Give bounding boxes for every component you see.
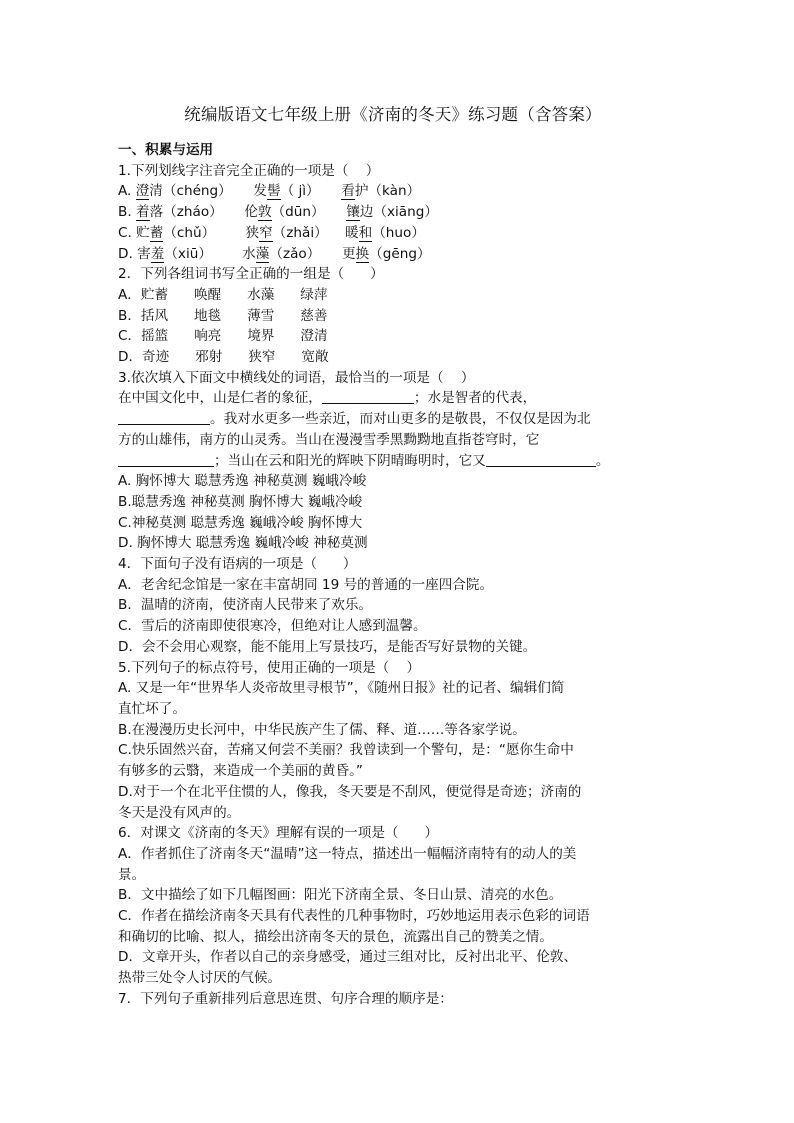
- question-2-option-a: A．贮蓄 唤醒 水藻 绿萍: [118, 286, 328, 303]
- section-heading: 一、积累与运用: [118, 142, 214, 158]
- question-5-option-b: B.在漫漫历史长河中，中华民族产生了儒、释、道……等各家学说。: [118, 721, 526, 738]
- question-5-option-d-cont: 冬天是没有风声的。: [118, 804, 241, 821]
- underlined-char: 着: [135, 204, 150, 221]
- question-5-option-a-cont: 直忙坏了。: [118, 700, 186, 717]
- question-3-stem: 3.依次填入下面文中横线处的词语，最恰当的一项是（ ）: [118, 369, 475, 386]
- fill-blank: [118, 410, 210, 425]
- underlined-char: 窄: [259, 224, 273, 241]
- question-1-option-c: C. 贮蓄（chǔ） 狭窄（zhǎi） 暖和（huo）: [118, 224, 425, 241]
- question-5-option-d: D.对于一个在北平住惯的人，像我，冬天要是不刮风，便觉得是奇迹；济南的: [118, 783, 582, 800]
- question-3-passage-line: 方的山雄伟，南方的山灵秀。当山在漫漫雪季黑黝黝地直指苍穹时，它: [118, 431, 540, 448]
- fill-blank: [486, 452, 596, 467]
- question-2-option-d: D．奇迹 邪射 狭窄 宽敞: [118, 349, 329, 366]
- question-1-option-b: B. 着落（zháo） 伦敦（dūn） 镶边（xiāng）: [118, 204, 438, 221]
- underlined-char: 藻: [255, 245, 270, 262]
- question-5-option-c-cont: 有够多的云翳，来造成一个美丽的黄昏。”: [118, 763, 363, 780]
- question-3-option-a: A. 胸怀博大 聪慧秀逸 神秘莫测 巍峨冷峻: [118, 473, 367, 490]
- question-2-stem: 2．下列各组词书写全正确的一组是（ ）: [118, 266, 384, 283]
- question-1-option-a: A. 澄清（chéng） 发髻（ jì） 看护（kàn）: [118, 183, 421, 200]
- question-6-option-c: C．作者在描绘济南冬天具有代表性的几种事物时，巧妙地运用表示色彩的词语: [118, 908, 590, 925]
- underlined-char: 敦: [257, 204, 272, 221]
- underlined-char: 换: [355, 245, 370, 262]
- question-4-option-a: A．老舍纪念馆是一家在丰富胡同 19 号的普通的一座四合院。: [118, 576, 494, 593]
- page-title: 统编版语文七年级上册《济南的冬天》练习题（含答案）: [184, 105, 602, 124]
- question-1-stem: 1.下列划线字注音完全正确的一项是（ ）: [118, 162, 380, 179]
- underlined-char: 蓄: [149, 224, 164, 241]
- question-5-stem: 5.下列句子的标点符号，使用正确的一项是（ ）: [118, 659, 421, 676]
- question-6-option-a: A．作者抓住了济南冬天“温晴”这一特点，描述出一幅幅济南特有的动人的美: [118, 845, 577, 862]
- question-6-stem: 6．对课文《济南的冬天》理解有误的一项是（ ）: [118, 825, 439, 842]
- question-3-passage-line: ；当山在云和阳光的辉映下阴晴晦明时，它又 。: [118, 451, 678, 472]
- question-4-stem: 4．下面句子没有语病的一项是（ ）: [118, 556, 357, 573]
- question-6-option-a-cont: 景。: [118, 866, 146, 883]
- question-2-option-b: B．括风 地毯 薄雪 慈善: [118, 307, 328, 324]
- question-3-option-d: D. 胸怀博大 聪慧秀逸 巍峨冷峻 神秘莫测: [118, 535, 368, 552]
- question-2-option-c: C．摇篮 响亮 境界 澄清: [118, 328, 328, 345]
- question-4-option-c: C．雪后的济南即使很寒冷，但绝对让人感到温馨。: [118, 618, 427, 635]
- underlined-char: 看: [341, 183, 355, 200]
- question-3-option-b: B.聪慧秀逸 神秘莫测 胸怀博大 巍峨冷峻: [118, 493, 363, 510]
- question-4-option-d: D．会不会用心观察，能不能用上写景技巧，是能否写好景物的关键。: [118, 638, 537, 655]
- question-5-option-a: A. 又是一年“世界华人炎帝故里寻根节”，《随州日报》社的记者、编辑们简: [118, 680, 565, 697]
- underlined-char: 镶: [346, 204, 360, 221]
- document-page: [118, 104, 678, 1010]
- fill-blank: [322, 389, 414, 404]
- underlined-char: 澄: [135, 183, 150, 200]
- fill-blank: [118, 452, 214, 467]
- question-3-passage-line: 。我对水更多一些亲近，而对山更多的是敬畏，不仅仅是因为北: [118, 409, 678, 430]
- underlined-char: 髻: [266, 183, 281, 200]
- question-5-option-c: C.快乐固然兴奋，苦痛又何尝不美丽？我曾读到一个警句，是：“愿你生命中: [118, 742, 574, 759]
- question-4-option-b: B．温晴的济南，使济南人民带来了欢乐。: [118, 597, 373, 614]
- question-6-option-d: D．文章开头，作者以自己的亲身感受，通过三组对比，反衬出北平、伦敦、: [118, 949, 578, 966]
- question-7-stem: 7．下列句子重新排列后意思连贯、句序合理的顺序是：: [118, 990, 453, 1007]
- question-6-option-b: B．文中描绘了如下几幅图画：阳光下济南全景、冬日山景、清亮的水色。: [118, 887, 563, 904]
- underlined-char: 羞: [150, 245, 165, 262]
- question-3-option-c: C.神秘莫测 聪慧秀逸 巍峨冷峻 胸怀博大: [118, 514, 363, 531]
- question-6-option-c-cont: 和确切的比喻、拟人，描绘出济南冬天的景色，流露出自己的赞美之情。: [118, 928, 553, 945]
- question-1-option-d: D. 害羞（xiū） 水藻（zǎo） 更换（gēng）: [118, 245, 431, 262]
- question-6-option-d-cont: 热带三处令人讨厌的气候。: [118, 970, 282, 987]
- question-3-passage-line: 在中国文化中，山是仁者的象征， ；水是智者的代表，: [118, 390, 537, 407]
- underlined-char: 和: [358, 224, 373, 241]
